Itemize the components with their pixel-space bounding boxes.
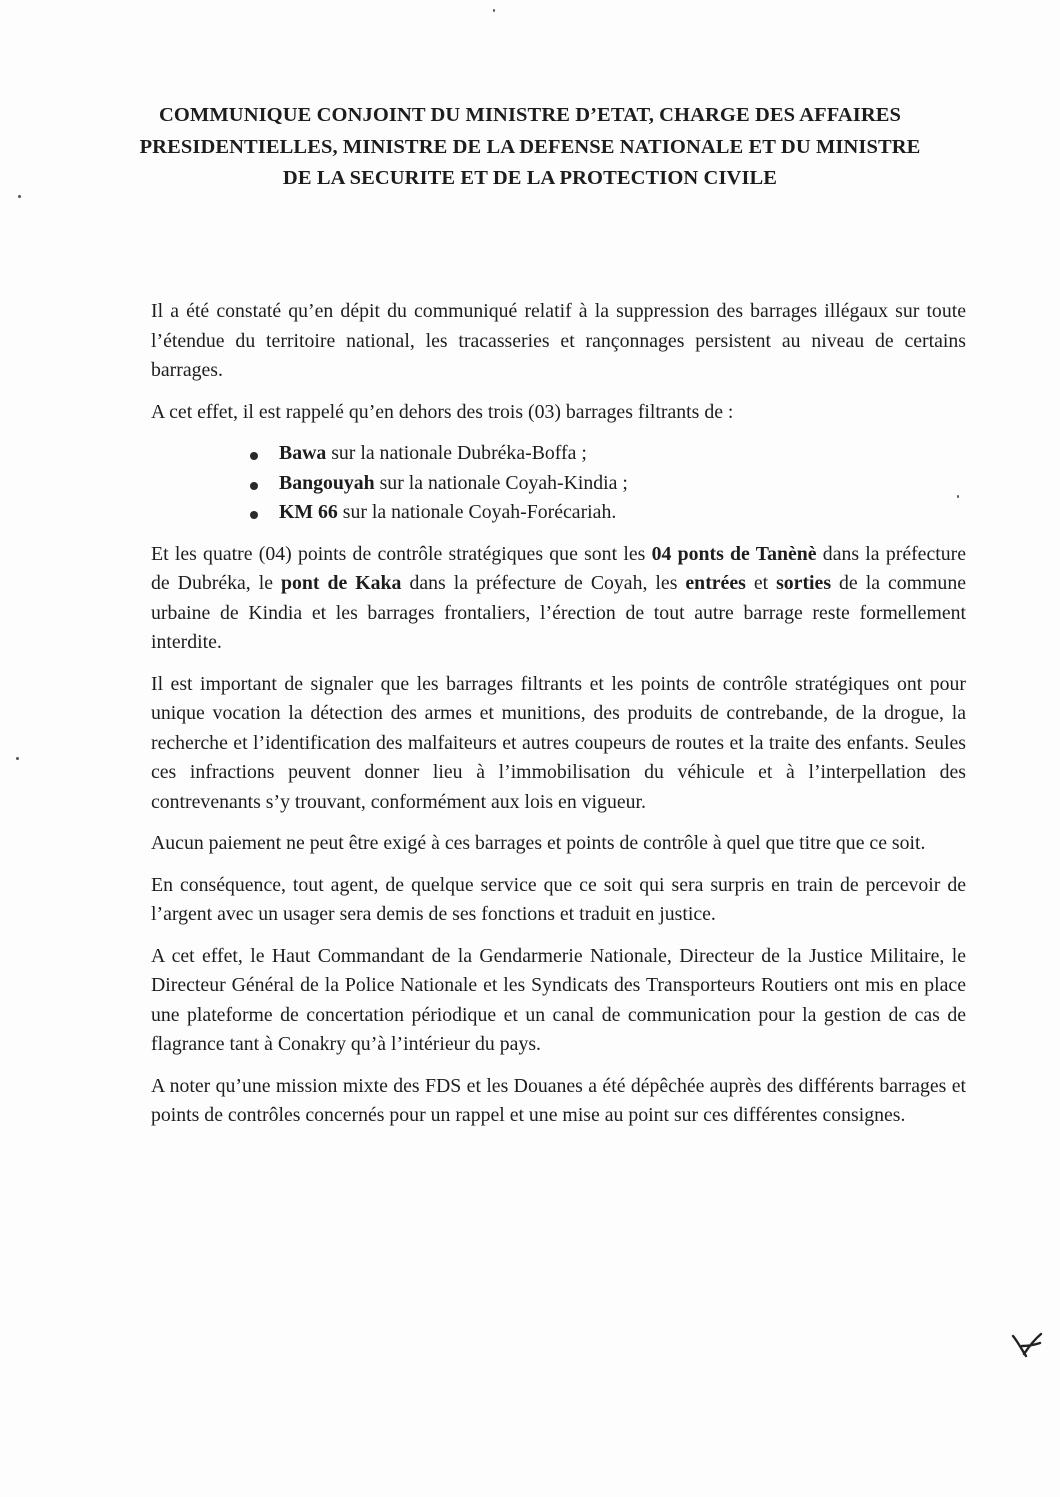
bold-run: 04 ponts de Tanènè [651,542,817,565]
barrage-name: Bawa [279,442,327,464]
paragraph-paiement: Aucun paiement ne peut être exigé à ces barrages et points de contrôle à quel que titre que ce soit. [151,832,926,854]
barrage-name: KM 66 [279,501,338,523]
list-item [279,498,966,528]
paragraph-plateforme: A cet effet, le Haut Commandant de la Gendarmerie Nationale, Directeur de la Justice Militaire, le Directeur Général de la Police Nationale et les Syndicats des Transporteurs Routiers ont mis en place une plateforme de concertation périodique et un canal de communication pour la gestion de cas de flagrance tant à Conakry qu’à l’intérieur du pays. [151,944,966,1055]
paragraph-sanctions: En conséquence, tout agent, de quelque service que ce soit qui sera surpris en train de percevoir de l’argent avec un usager sera demis de ses fonctions et traduit en justice. [151,873,966,925]
paragraph-vocation: Il est important de signaler que les barrages filtrants et les points de contrôle stratégiques ont pour unique vocation la détection des armes et munitions, des produits de contrebande, de la drogue, la recherche et l’identification des malfaiteurs et autres coupeurs de routes et la traite des enfants. Seules ces infractions peuvent donner lieu à l’immobilisation du véhicule et à l’interpellation des contrevenants s’y trouvant, conformément aux lois en vigueur. [151,672,966,813]
scan-speck [18,195,21,198]
barrage-name: Bangouyah [279,471,375,494]
scan-speck [493,9,495,12]
list-item [279,469,966,499]
bullet-icon [250,452,258,460]
bold-run: entrées [685,572,746,594]
paragraph-constat: Il a été constaté qu’en dépit du communiqué relatif à la suppression des barrages illégaux sur toute l’étendue du territoire national, les tracasseries et rançonnages persistent au niveau de certains barrages. [151,300,966,381]
list-item [279,439,966,469]
bold-run: sorties [776,572,832,594]
text-run: Et les quatre (04) points de contrôle stratégiques que sont les [151,542,652,565]
paragraph-rappel: A cet effet, il est rappelé qu’en dehors des trois (03) barrages filtrants de : [151,400,734,423]
text-run: et [745,572,777,594]
barrage-route: sur la nationale Coyah-Forécariah. [337,501,617,523]
bold-run: pont de Kaka [281,572,402,594]
paragraph-points-controle [151,540,966,658]
barrages-list [151,439,966,528]
text-run: dans la préfecture de Dubréka, le [151,542,967,594]
scan-speck [16,757,19,760]
bullet-icon [250,482,258,490]
bullet-icon [250,511,258,519]
document-body [151,297,966,1143]
barrage-route: sur la nationale Coyah-Kindia ; [374,471,628,494]
initial-mark [1010,1328,1044,1362]
document-title: COMMUNIQUE CONJOINT DU MINISTRE D’ETAT, CHARGE DES AFFAIRES PRESIDENTIELLES, MINISTRE DE LA DEFENSE NATIONALE ET DU MINISTRE DE LA SECURITE ET DE LA PROTECTION CIVILE [139,104,921,189]
scan-speck [957,495,959,498]
text-run: dans la préfecture de Coyah, les [401,572,686,594]
text-run: de la commune urbaine de Kindia et les barrages frontaliers, l’érection de tout autre barrage reste formellement interdite. [151,572,966,653]
barrage-route: sur la nationale Dubréka-Boffa ; [326,442,587,464]
paragraph-mission: A noter qu’une mission mixte des FDS et les Douanes a été dépêchée auprès des différents barrages et points de contrôles concernés pour un rappel et une mise au point sur ces différentes consignes. [151,1074,966,1126]
